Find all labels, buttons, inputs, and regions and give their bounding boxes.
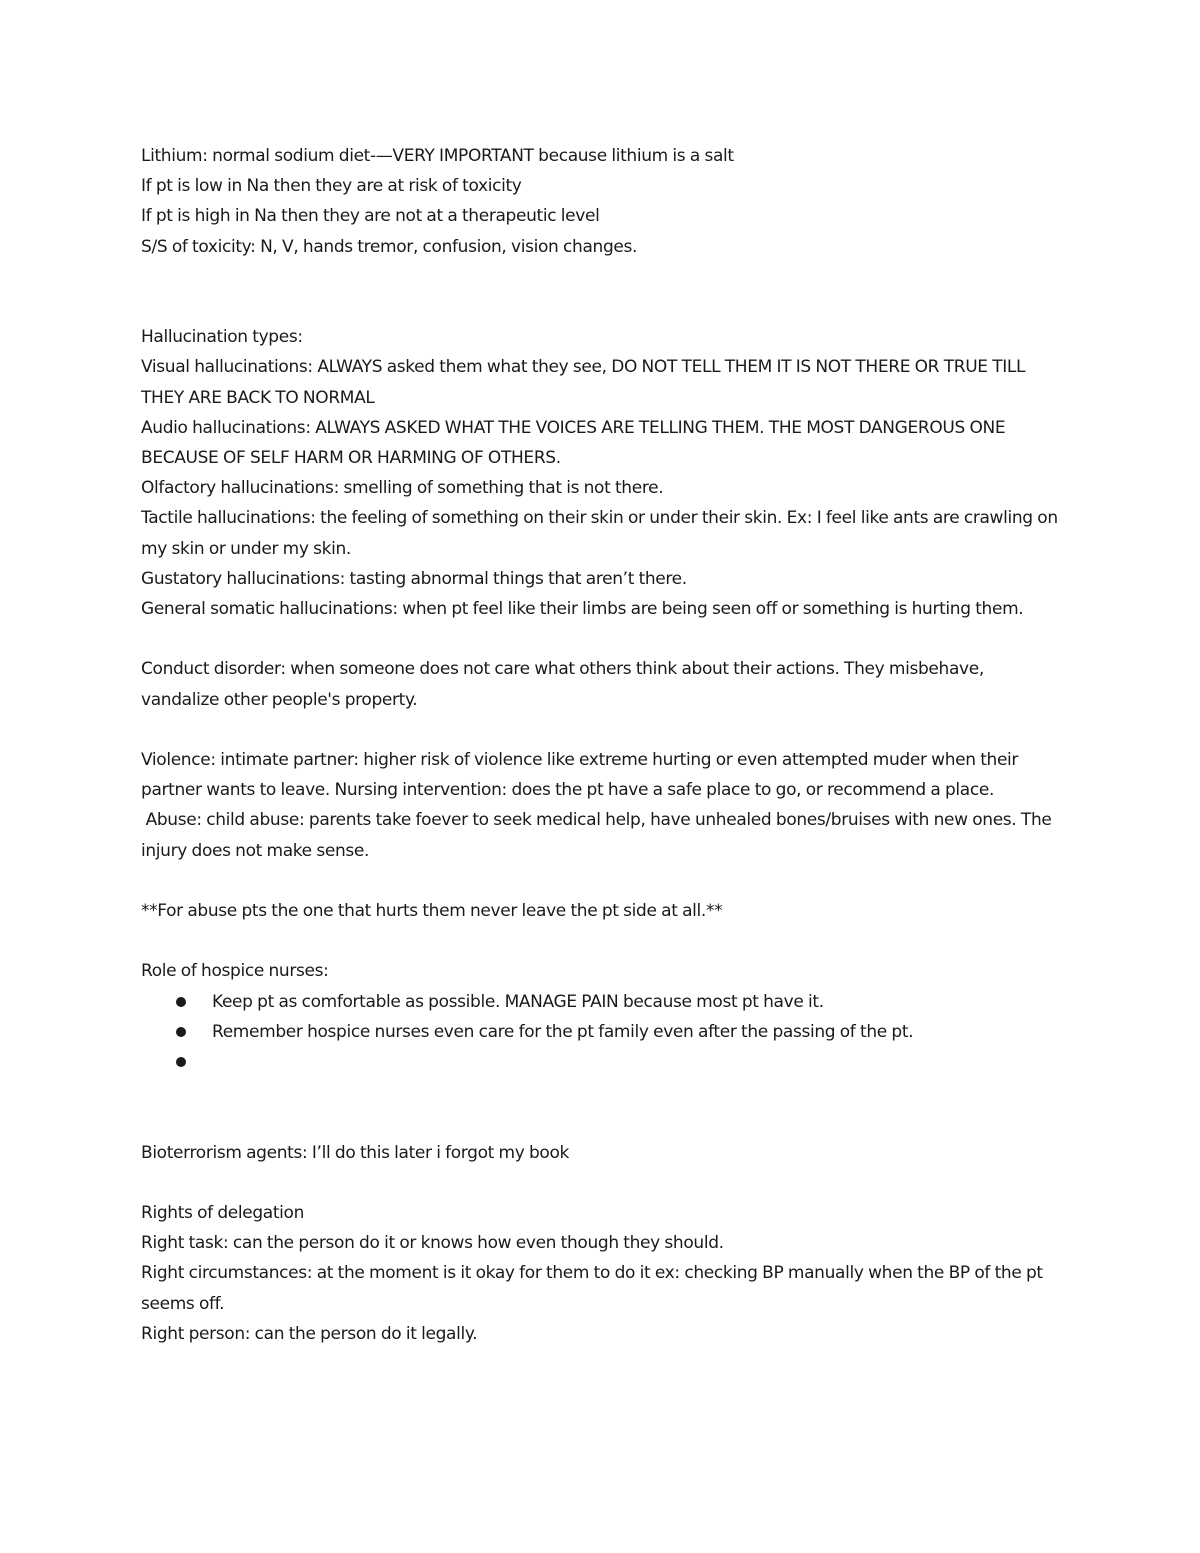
hallucination-heading: Hallucination types: — [141, 327, 303, 348]
spacer — [141, 926, 1061, 956]
bullet-icon — [176, 997, 186, 1007]
hallucination-olfactory: Olfactory hallucinations: smelling of something that is not there. — [141, 478, 664, 499]
spacer — [141, 1107, 1061, 1137]
lithium-line-toxicity: S/S of toxicity: N, V, hands tremor, confusion, vision changes. — [141, 236, 638, 257]
spacer — [141, 624, 1061, 654]
delegation-heading: Rights of delegation — [141, 1202, 305, 1223]
hallucination-visual: Visual hallucinations: ALWAYS asked them what they see, DO NOT TELL THEM IT IS NOT THERE OR TRUE TILL THEY ARE BACK TO NORMAL — [141, 357, 1026, 408]
list-item — [141, 987, 1061, 1017]
delegation-right-task: Right task: can the person do it or knows how even though they should. — [141, 1233, 724, 1254]
conduct-disorder-paragraph: Conduct disorder: when someone does not care what others think about their actions. They misbehave, vandalize other people's property. — [141, 659, 984, 710]
hallucination-somatic: General somatic hallucinations: when pt feel like their limbs are being seen off or something is hurting them. — [141, 599, 1024, 620]
hallucination-gustatory: Gustatory hallucinations: tasting abnormal things that aren’t there. — [141, 568, 687, 589]
spacer — [141, 866, 1061, 896]
delegation-right-person: Right person: can the person do it legally. — [141, 1323, 478, 1344]
bullet-icon — [176, 1027, 186, 1037]
spacer — [141, 1077, 1061, 1107]
lithium-heading: Lithium: normal sodium diet-—VERY IMPORTANT because lithium is a salt — [141, 146, 734, 166]
violence-paragraph: Violence: intimate partner: higher risk of violence like extreme hurting or even attempted muder when their partner wants to leave. Nursing intervention: does the pt have a safe place to go, or recommend a place. — [141, 750, 1019, 801]
abuse-paragraph: Abuse: child abuse: parents take foever to seek medical help, have unhealed bones/bruises with new ones. The injury does not make sense. — [141, 810, 1057, 861]
hospice-bullet-list — [141, 987, 1061, 1078]
lithium-line-high-na: If pt is high in Na then they are not at a therapeutic level — [141, 206, 600, 227]
hospice-heading: Role of hospice nurses: — [141, 961, 329, 982]
spacer — [141, 262, 1061, 292]
document-body — [141, 141, 1061, 1349]
abuse-note: **For abuse pts the one that hurts them never leave the pt side at all.** — [141, 901, 723, 921]
hallucination-audio: Audio hallucinations: ALWAYS ASKED WHAT THE VOICES ARE TELLING THEM. THE MOST DANGEROUS ONE BECAUSE OF SELF HARM OR HARMING OF OTHERS. — [141, 417, 1006, 468]
spacer — [141, 1168, 1061, 1198]
list-item — [141, 1017, 1061, 1047]
bullet-icon — [176, 1057, 186, 1067]
list-item-text: Remember hospice nurses even care for the pt family even after the passing of the pt. — [212, 1021, 914, 1042]
spacer — [141, 292, 1061, 322]
hallucination-tactile: Tactile hallucinations: the feeling of something on their skin or under their skin. Ex: I feel like ants are crawling on my skin or under my skin. — [141, 508, 1058, 559]
spacer — [141, 715, 1061, 745]
lithium-line-low-na: If pt is low in Na then they are at risk of toxicity — [141, 176, 522, 197]
list-item — [141, 1047, 1061, 1077]
delegation-right-circumstances: Right circumstances: at the moment is it okay for them to do it ex: checking BP manually when the BP of the pt seems off. — [141, 1263, 1043, 1314]
bioterrorism-line: Bioterrorism agents: I’ll do this later i forgot my book — [141, 1142, 570, 1163]
list-item-text: Keep pt as comfortable as possible. MANAGE PAIN because most pt have it. — [212, 991, 824, 1012]
